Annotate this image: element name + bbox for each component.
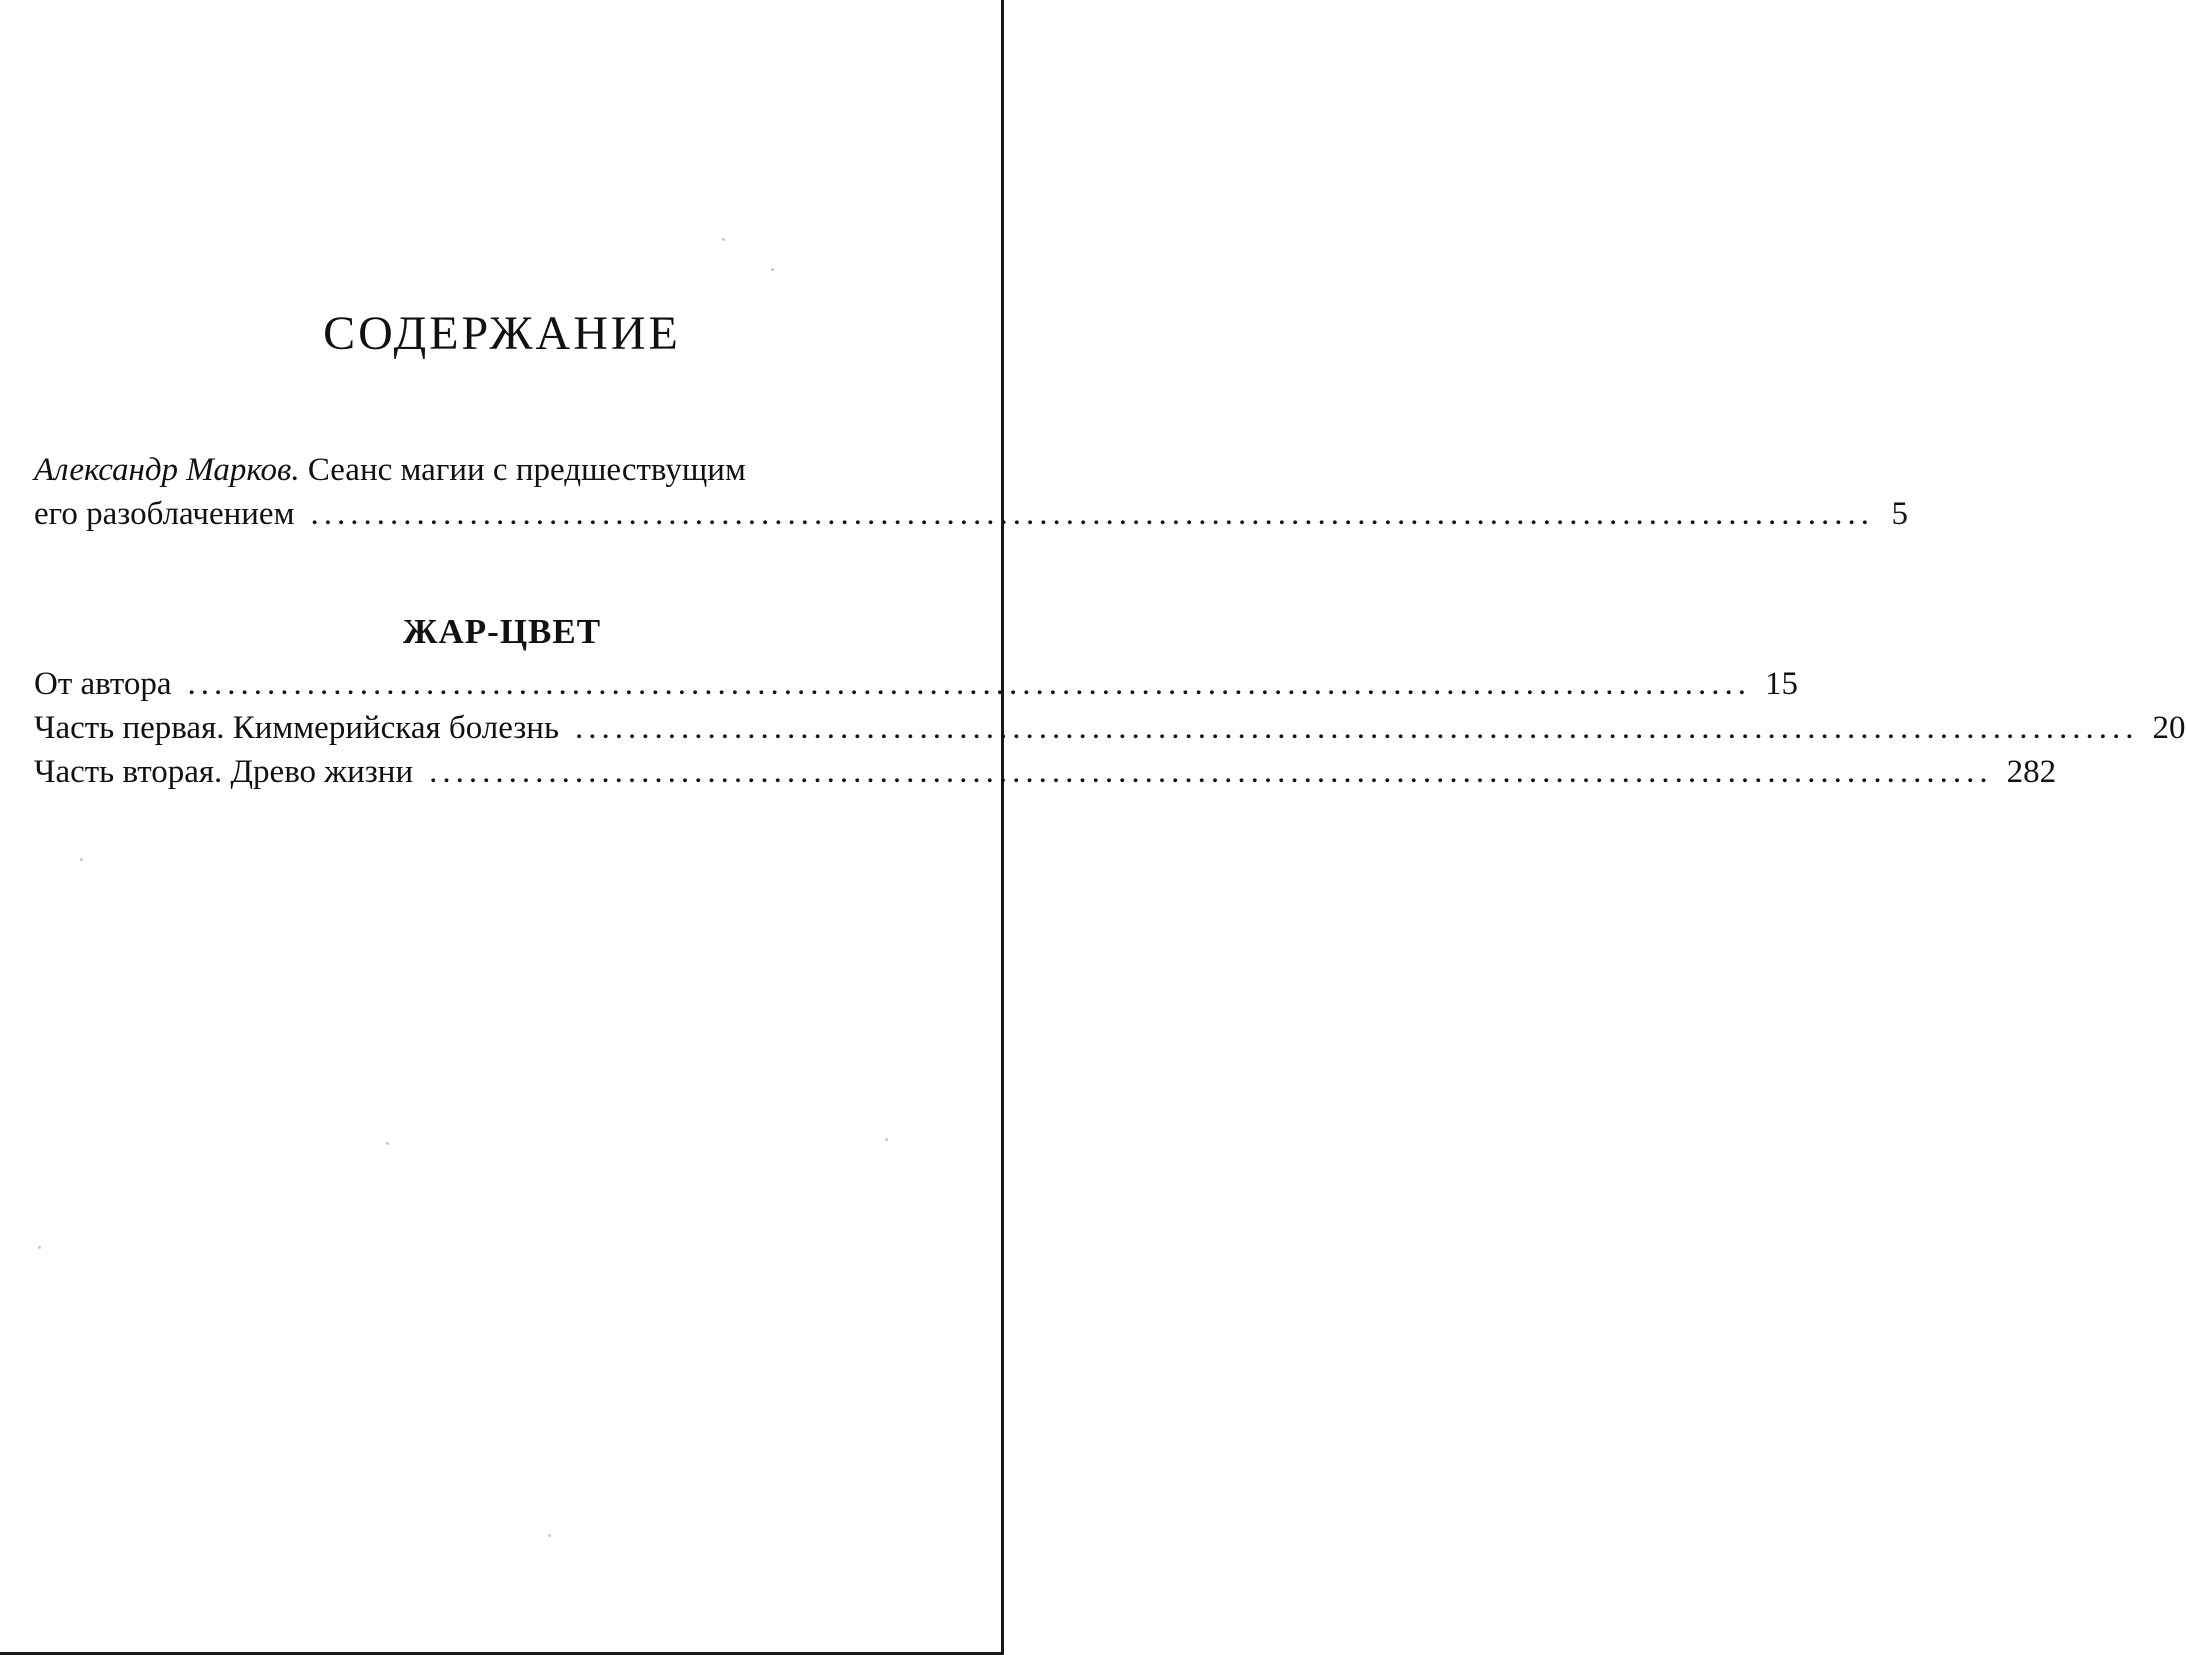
toc-entry-intro-title-line1: Сеанс магии с предшествущим	[299, 452, 746, 488]
scan-speck	[885, 1138, 888, 1141]
toc-entry-intro-title-line2: его разоблачением	[34, 496, 295, 532]
toc-dot-leader: ......................................................................................................................	[187, 666, 1752, 702]
toc-entry-label: От автора	[34, 666, 172, 702]
toc-dot-leader: ......................................................................................................................	[429, 754, 1993, 790]
toc-entry-intro[interactable]	[34, 448, 1908, 536]
toc-entry-label: Часть первая. Киммерийская болезнь	[34, 710, 560, 746]
section-title: ЖАР-ЦВЕТ	[402, 612, 602, 651]
toc-entry-intro-line2	[34, 492, 1908, 536]
toc-entry[interactable]	[34, 662, 1799, 706]
toc-page-number: 15	[1765, 666, 1799, 702]
toc-entry[interactable]	[34, 706, 2186, 750]
page-title: СОДЕРЖАНИЕ	[323, 307, 681, 360]
toc-entry-label: Часть вторая. Древо жизни	[34, 754, 414, 790]
scan-speck	[386, 1142, 389, 1145]
toc-entry[interactable]	[34, 750, 2057, 794]
scan-speck	[80, 858, 83, 861]
scan-speck	[38, 1246, 41, 1249]
toc-dot-leader: ......................................................................................................................	[575, 710, 2139, 746]
scan-speck	[722, 238, 725, 241]
toc-entry-intro-line1	[34, 448, 878, 492]
toc-dot-leader: ......................................................................................................................	[310, 496, 1874, 532]
toc-page-number: 5	[1891, 496, 1908, 532]
toc-entry-author: Александр Марков.	[34, 452, 300, 488]
scan-speck	[771, 268, 774, 271]
toc-page-number: 20	[2152, 710, 2186, 746]
toc-entry-intro-heading	[34, 448, 746, 492]
toc-entries	[34, 662, 2186, 794]
scan-speck	[548, 1534, 551, 1537]
toc-page-number: 282	[2006, 754, 2057, 790]
